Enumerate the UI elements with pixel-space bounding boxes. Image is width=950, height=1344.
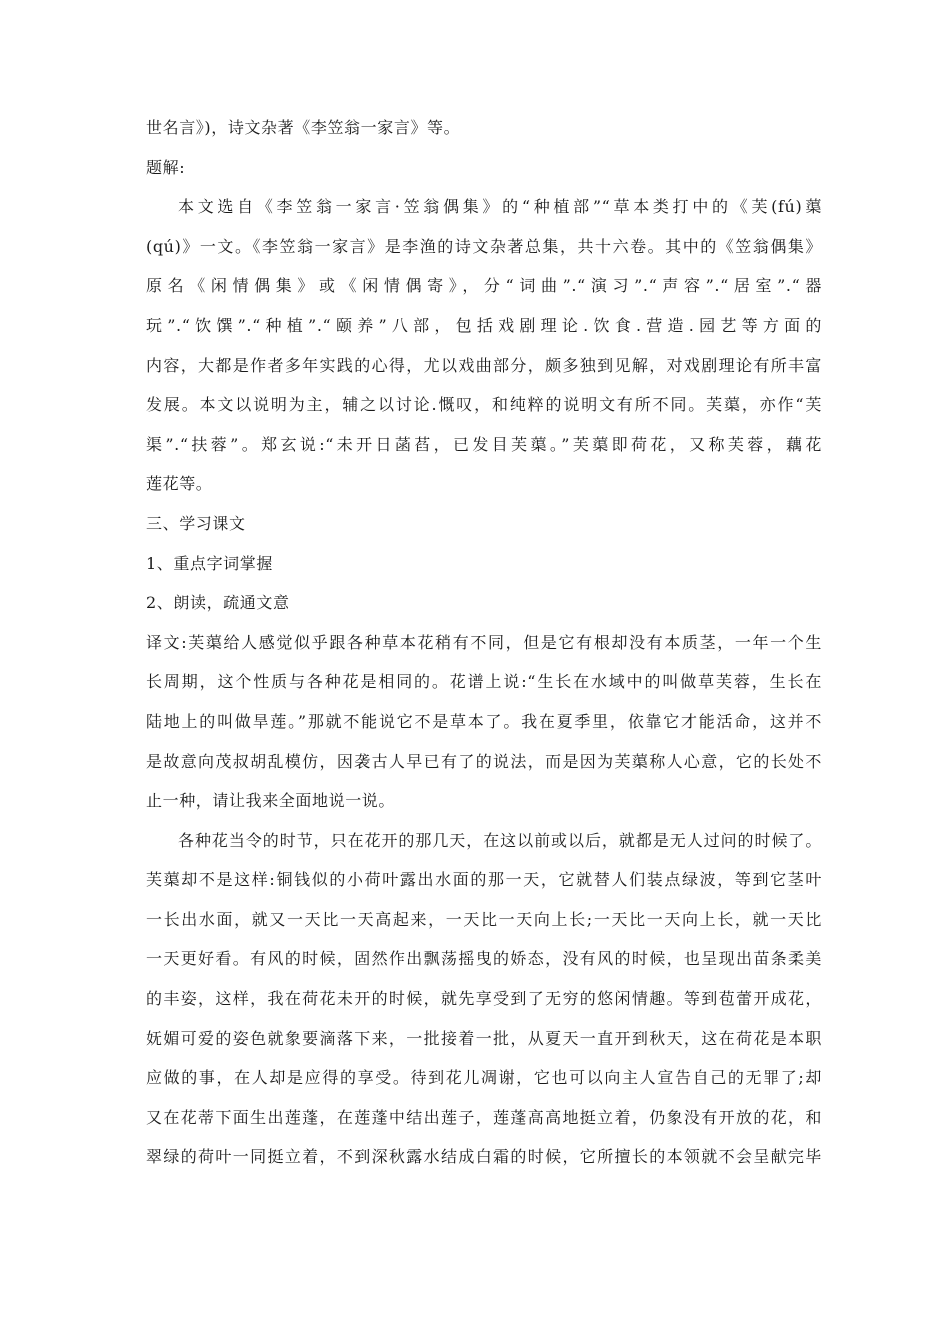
text-line: 译文:芙蕖给人感觉似乎跟各种草本花稍有不同，但是它有根却没有本质茎，一年一个生 xyxy=(146,632,822,652)
text-line: 本文选自《李笠翁一家言·笠翁偶集》的“种植部”“草本类打中的《芙(fú)蕖 xyxy=(178,197,822,217)
text-line: 陆地上的叫做旱莲。”那就不能说它不是草本了。我在夏季里，依靠它才能活命，这并不 xyxy=(146,711,822,731)
text-line: 玩”.“饮馔”.“种植”.“颐养”八部，包括戏剧理论.饮食.营造.园艺等方面的 xyxy=(146,315,822,335)
text-line: 原名《闲情偶集》或《闲情偶寄》，分“词曲”.“演习”.“声容”.“居室”.“器 xyxy=(146,276,822,296)
text-line: 发展。本文以说明为主，辅之以讨论.慨叹，和纯粹的说明文有所不同。芙蕖，亦作“芙 xyxy=(146,395,822,415)
text-line: 应做的事，在人却是应得的享受。待到花儿凋谢，它也可以向主人宣告自己的无罪了;却 xyxy=(146,1068,822,1088)
text-line: 世名言》)，诗文杂著《李笠翁一家言》等。 xyxy=(146,118,461,137)
text-line: 长周期，这个性质与各种花是相同的。花谱上说:“生长在水域中的叫做草芙蓉，生长在 xyxy=(146,672,822,692)
document-page xyxy=(146,118,822,1187)
text-line: 翠绿的荷叶一同挺立着，不到深秋露水结成白霜的时候，它所擅长的本领就不会呈献完毕 xyxy=(146,1147,822,1167)
text-line: 题解: xyxy=(146,157,186,177)
text-line: 三、学习课文 xyxy=(146,513,246,533)
text-line: (qú)》一文。《李笠翁一家言》是李渔的诗文杂著总集，共十六卷。其中的《笠翁偶集》 xyxy=(146,236,822,256)
text-line: 内容，大都是作者多年实践的心得，尤以戏曲部分，颇多独到见解，对戏剧理论有所丰富 xyxy=(146,355,822,375)
text-line: 止一种，请让我来全面地说一说。 xyxy=(146,791,396,811)
text-line: 各种花当令的时节，只在花开的那几天，在这以前或以后，就都是无人过问的时候了。 xyxy=(178,830,822,850)
text-line: 芙蕖却不是这样:铜钱似的小荷叶露出水面的那一天，它就替人们装点绿波，等到它茎叶 xyxy=(146,870,822,890)
text-line: 是故意向茂叔胡乱模仿，因袭古人早已有了的说法，而是因为芙蕖称人心意，它的长处不 xyxy=(146,751,822,771)
text-line: 的丰姿，这样，我在荷花未开的时候，就先享受到了无穷的悠闲情趣。等到苞蕾开成花， xyxy=(146,989,822,1009)
text-line: 莲花等。 xyxy=(146,474,213,494)
text-line: 又在花蒂下面生出莲蓬，在莲蓬中结出莲子，莲蓬高高地挺立着，仍象没有开放的花，和 xyxy=(146,1107,822,1127)
text-line: 2、朗读，疏通文意 xyxy=(146,593,290,613)
text-line: 妩媚可爱的姿色就象要滴落下来，一批接着一批，从夏天一直开到秋天，这在荷花是本职 xyxy=(146,1028,822,1048)
text-line: 1、重点字词掌握 xyxy=(146,553,273,573)
text-line: 一天更好看。有风的时候，固然作出飘荡摇曳的娇态，没有风的时候，也呈现出苗条柔美 xyxy=(146,949,822,969)
text-line: 渠”.“扶蓉”。郑玄说:“未开日菡萏，已发目芙蕖。”芙蕖即荷花，又称芙蓉，藕花 xyxy=(146,434,822,454)
text-line: 一长出水面，就又一天比一天高起来，一天比一天向上长;一天比一天向上长，就一天比 xyxy=(146,909,822,929)
